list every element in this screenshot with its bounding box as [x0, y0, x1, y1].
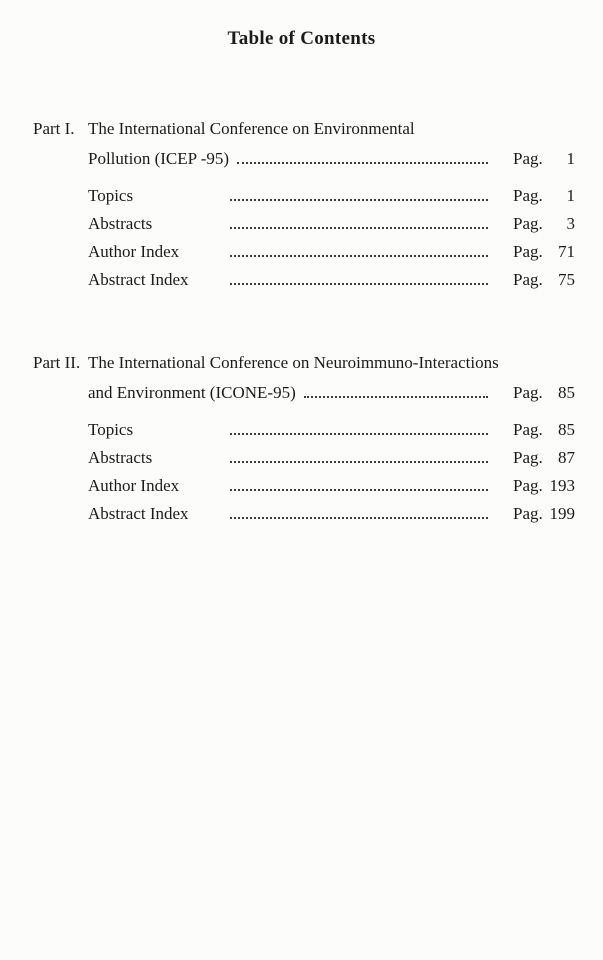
page-number: 75 — [558, 270, 575, 289]
page-number: 3 — [566, 214, 575, 233]
entry-label: Author Index — [88, 242, 180, 261]
dot-leader — [230, 227, 488, 229]
part-entries — [33, 416, 575, 528]
page-abbrev-label: Pag. — [513, 383, 543, 402]
part-label: Part I. — [33, 119, 75, 138]
page-number: 85 — [558, 383, 575, 402]
part-heading-continuation — [88, 148, 575, 170]
dot-leader — [230, 255, 488, 257]
page-number: 199 — [549, 504, 575, 523]
part-title-line2: Pollution (ICEP -95) — [88, 149, 230, 168]
entry-label: Author Index — [88, 476, 180, 495]
entry-label: Topics — [88, 186, 134, 205]
dot-leader — [230, 517, 488, 519]
toc-entry — [88, 416, 575, 444]
dot-leader — [230, 461, 488, 463]
page-number: 193 — [549, 476, 575, 495]
part-title-line1: The International Conference on Environmental — [88, 119, 415, 138]
part-heading-continuation — [88, 382, 575, 404]
entry-label: Abstract Index — [88, 504, 189, 523]
page-abbrev-label: Pag. — [513, 504, 543, 523]
part-entries — [33, 182, 575, 294]
toc-entry — [88, 238, 575, 266]
dot-leader — [304, 396, 488, 398]
part-heading — [33, 352, 575, 374]
page-number: 1 — [566, 186, 575, 205]
dot-leader — [230, 199, 488, 201]
page-title: Table of Contents — [227, 28, 376, 49]
page-abbrev-label: Pag. — [513, 476, 543, 495]
page-abbrev-label: Pag. — [513, 448, 543, 467]
page-abbrev-label: Pag. — [513, 186, 543, 205]
toc-entry — [88, 472, 575, 500]
entry-label: Abstracts — [88, 214, 153, 233]
toc-entry — [88, 210, 575, 238]
page-abbrev-label: Pag. — [513, 242, 543, 261]
page-number: 1 — [566, 149, 575, 168]
part-heading — [33, 118, 575, 140]
part-title-line2: and Environment (ICONE-95) — [88, 383, 296, 402]
toc-part-ii — [33, 352, 575, 528]
part-title-line1: The International Conference on Neuroimmuno-Interactions — [88, 353, 499, 372]
dot-leader — [237, 162, 488, 164]
page-number: 85 — [558, 420, 575, 439]
toc-part-i — [33, 118, 575, 294]
page-number: 71 — [558, 242, 575, 261]
toc-entry — [88, 266, 575, 294]
entry-label: Topics — [88, 420, 134, 439]
entry-label: Abstracts — [88, 448, 153, 467]
table-of-contents — [33, 118, 575, 528]
dot-leader — [230, 433, 488, 435]
dot-leader — [230, 489, 488, 491]
page-number: 87 — [558, 448, 575, 467]
part-label: Part II. — [33, 353, 81, 372]
toc-entry — [88, 444, 575, 472]
page-abbrev-label: Pag. — [513, 214, 543, 233]
page-abbrev-label: Pag. — [513, 420, 543, 439]
toc-entry — [88, 500, 575, 528]
page-abbrev-label: Pag. — [513, 270, 543, 289]
page-abbrev-label: Pag. — [513, 149, 543, 168]
toc-entry — [88, 182, 575, 210]
dot-leader — [230, 283, 488, 285]
entry-label: Abstract Index — [88, 270, 189, 289]
